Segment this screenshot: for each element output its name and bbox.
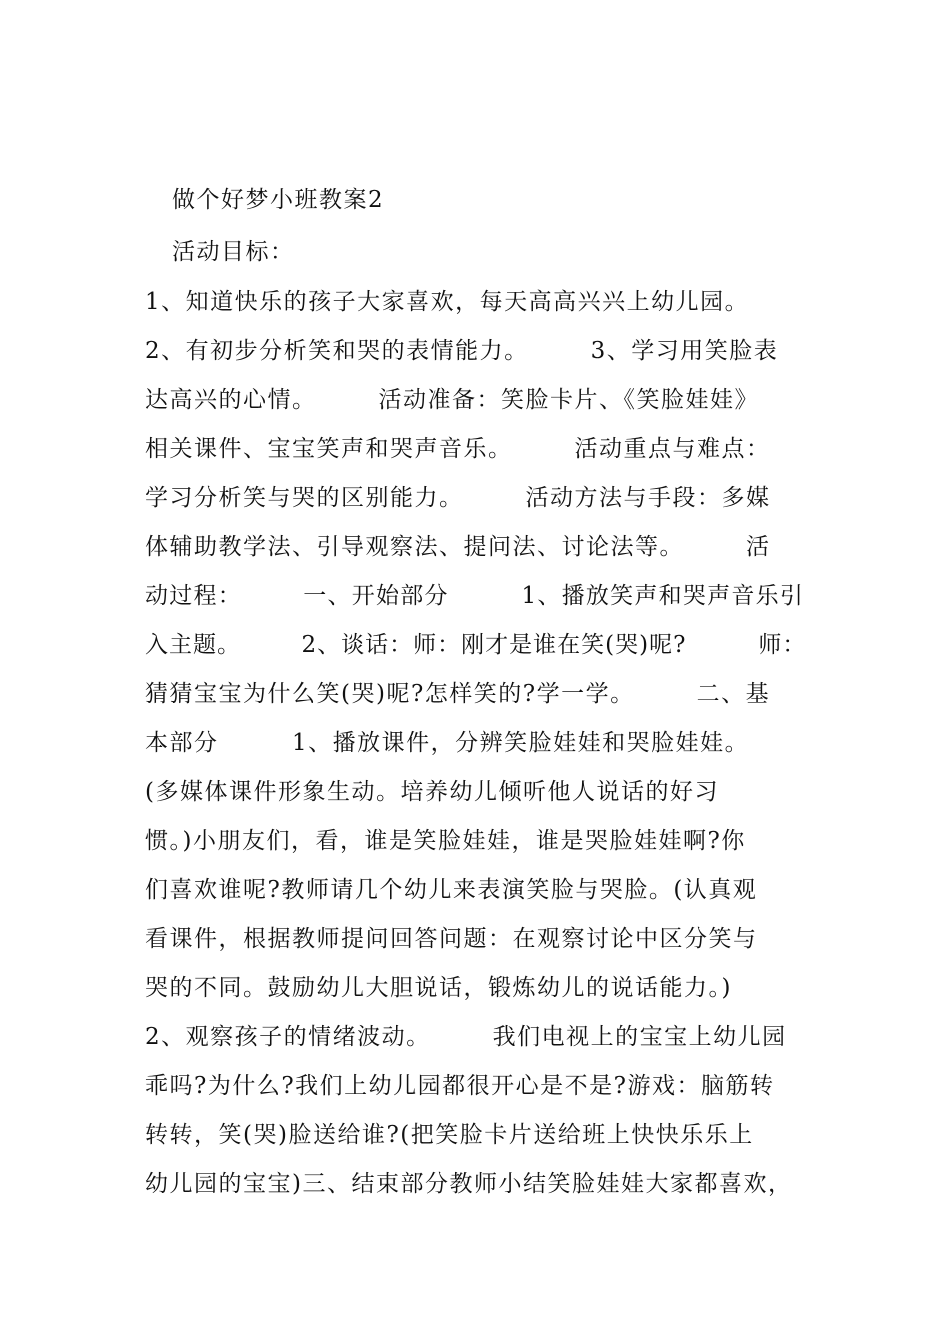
body-line: 本部分 1、播放课件，分辨笑脸娃娃和哭脸娃娃。	[145, 730, 750, 756]
body-line: 2、有初步分析笑和哭的表情能力。 3、学习用笑脸表	[145, 338, 779, 364]
body-line: 动过程： 一、开始部分 1、播放笑声和哭声音乐引	[145, 583, 805, 609]
body-line: 入主题。 2、谈话：师：刚才是谁在笑(哭)呢? 师：	[145, 632, 807, 658]
body-line: 惯。)小朋友们，看，谁是笑脸娃娃，谁是哭脸娃娃啊?你	[145, 828, 746, 854]
body-line: 哭的不同。鼓励幼儿大胆说话，锻炼幼儿的说话能力。)	[145, 975, 732, 1001]
body-line: 2、观察孩子的情绪波动。 我们电视上的宝宝上幼儿园	[145, 1024, 787, 1050]
body-line: 学习分析笑与哭的区别能力。 活动方法与手段：多媒	[145, 485, 771, 511]
body-line: 看课件，根据教师提问回答问题：在观察讨论中区分笑与	[145, 926, 758, 952]
document-title: 做个好梦小班教案2	[172, 187, 385, 213]
body-line: 达高兴的心情。 活动准备：笑脸卡片、《笑脸娃娃》	[145, 387, 759, 413]
section-heading: 活动目标：	[172, 239, 295, 265]
body-line: 1、知道快乐的孩子大家喜欢，每天高高兴兴上幼儿园。	[145, 289, 750, 315]
body-line: (多媒体课件形象生动。培养幼儿倾听他人说话的好习	[145, 779, 719, 805]
body-line: 幼儿园的宝宝)三、结束部分教师小结笑脸娃娃大家都喜欢，	[145, 1171, 793, 1197]
body-line: 转转，笑(哭)脸送给谁?(把笑脸卡片送给班上快快乐乐上	[145, 1122, 754, 1148]
body-line: 们喜欢谁呢?教师请几个幼儿来表演笑脸与哭脸。(认真观	[145, 877, 758, 903]
body-line: 猜猜宝宝为什么笑(哭)呢?怎样笑的?学一学。 二、基	[145, 681, 771, 707]
body-line: 相关课件、宝宝笑声和哭声音乐。 活动重点与难点：	[145, 436, 771, 462]
body-line: 乖吗?为什么?我们上幼儿园都很开心是不是?游戏：脑筋转	[145, 1073, 775, 1099]
body-line: 体辅助教学法、引导观察法、提问法、讨论法等。 活	[145, 534, 771, 560]
